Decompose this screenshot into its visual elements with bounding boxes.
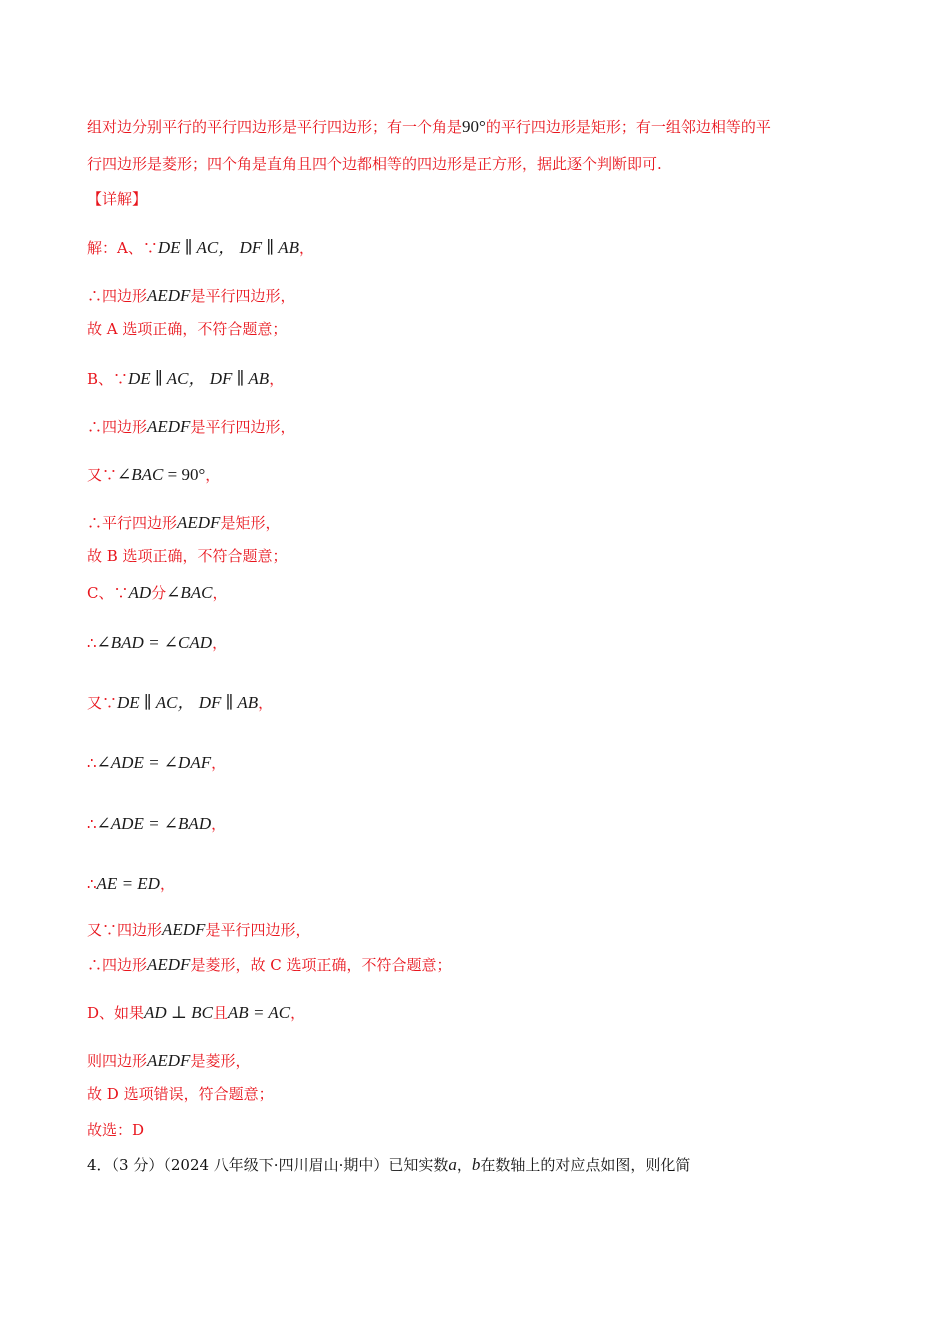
angle-90: 90° <box>462 117 486 136</box>
detail-label: 【详解】 <box>87 190 148 208</box>
step-16: ∴四边形AEDF是菱形，故 C 选项正确，不符合题意； <box>87 955 452 974</box>
step-4: B、∵DE ∥ AC， DF ∥ AB， <box>87 369 285 388</box>
final-answer: 故选：D <box>87 1121 145 1139</box>
step-3: 故 A 选项正确，不符合题意； <box>87 320 288 338</box>
step-11: 又∵DE ∥ AC， DF ∥ AB， <box>87 693 274 712</box>
step-6: 又∵∠BAC = 90°， <box>87 465 221 484</box>
step-15: 又∵四边形AEDF是平行四边形， <box>87 920 311 939</box>
step-14: ∴AE = ED， <box>87 874 175 893</box>
step-13: ∴∠ADE = ∠BAD， <box>87 814 227 833</box>
step-10: ∴∠BAD = ∠CAD， <box>87 633 228 652</box>
step-12: ∴∠ADE = ∠DAF， <box>87 753 227 772</box>
step-9: C、∵AD分∠BAC， <box>87 583 228 602</box>
question-4: 4．（3 分）（2024 八年级下·四川眉山·期中）已知实数a，b在数轴上的对应点如图，则化简 <box>87 1155 691 1174</box>
hint-line-1: 组对边分别平行的平行四边形是平行四边形；有一个角是90°的平行四边形是矩形；有一组邻边相等的平 <box>87 117 771 136</box>
step-2: ∴四边形AEDF是平行四边形， <box>87 286 296 305</box>
step-1: 解：A、∵DE ∥ AC， DF ∥ AB， <box>87 238 315 257</box>
step-18: 则四边形AEDF是菱形， <box>87 1051 251 1070</box>
hint-line-2: 行四边形是菱形；四个角是直角且四个边都相等的四边形是正方形，据此逐个判断即可. <box>87 155 662 173</box>
step-5: ∴四边形AEDF是平行四边形， <box>87 417 296 436</box>
step-7: ∴平行四边形AEDF是矩形， <box>87 513 281 532</box>
step-8: 故 B 选项正确，不符合题意； <box>87 547 288 565</box>
step-19: 故 D 选项错误，符合题意； <box>87 1085 274 1103</box>
step-17: D、如果AD ⊥ BC且AB = AC， <box>87 1003 306 1022</box>
